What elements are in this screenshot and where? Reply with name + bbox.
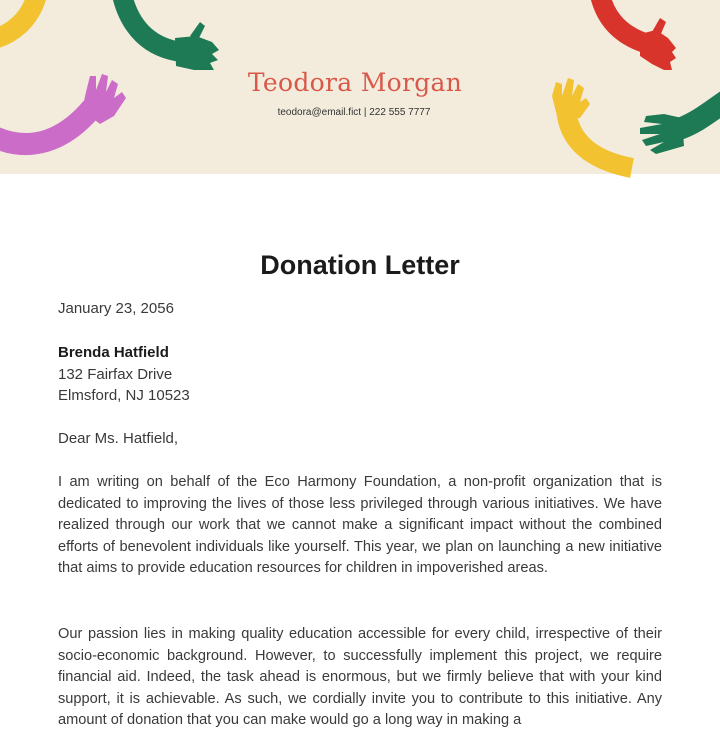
- letter-date: January 23, 2056: [58, 300, 174, 317]
- salutation: Dear Ms. Hatfield,: [58, 430, 179, 447]
- letterhead: [0, 0, 720, 174]
- document-title: Donation Letter: [260, 250, 460, 280]
- recipient-street: 132 Fairfax Drive: [58, 366, 173, 383]
- recipient-name: Brenda Hatfield: [58, 344, 169, 361]
- yellow-arm-top-left: [0, 0, 37, 40]
- body-paragraph-2: Our passion lies in making quality education accessible for every child, irrespective of their socio-economic background. However, to successfully implement this project, we require financial aid. Indeed, the task ahead is enormous, but we firmly believe that with your kind support, it is achievable. As such, we cordially invite you to contribute to this initiative. Any amount of donation that you can make would go a long way in making a: [58, 626, 662, 729]
- green-hand-top: [122, 0, 219, 70]
- red-hand-top-right: [600, 0, 676, 70]
- sender-name: Teodora Morgan: [247, 68, 463, 97]
- body-paragraph-1: I am writing on behalf of the Eco Harmony Foundation, a non-profit organization that is dedicated to improving the lives of those less privileged through various initiatives. We have realized through our work that we cannot make a significant impact without the combined efforts of benevolent individuals like yourself. This year, we plan on launching a new initiative that aims to provide education resources for children in impoverished areas.: [58, 474, 662, 577]
- sender-contact: teodora@email.fict | 222 555 7777: [277, 107, 431, 118]
- recipient-city: Elmsford, NJ 10523: [58, 387, 190, 404]
